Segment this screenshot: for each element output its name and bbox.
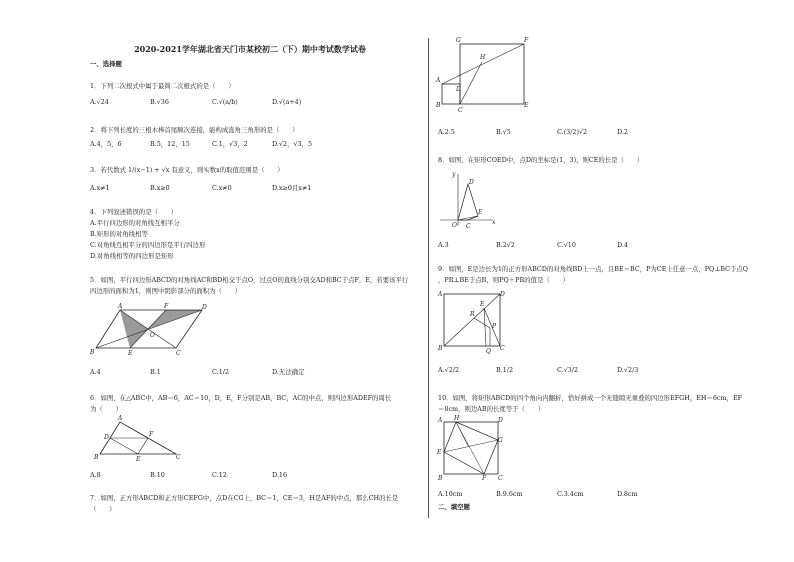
q5-figure-parallelogram: [90, 303, 212, 357]
q6-midpoint-lines: [110, 438, 148, 454]
q6-label-b: B: [94, 454, 99, 461]
q7-label-f: F: [524, 37, 529, 44]
q4-line-c: C.对角线互相平分的四边形是平行四边形: [90, 241, 206, 249]
q3-option-b: B.x≥0: [150, 184, 170, 192]
q7-option-c: C.(3/2)√2: [557, 128, 588, 136]
q5-label-o: O: [150, 332, 155, 339]
q5-label-d: D: [202, 304, 207, 311]
q7-label-a: A: [436, 77, 441, 84]
q6-label-a: A: [118, 415, 123, 422]
q5-option-a: A.4: [90, 368, 101, 376]
q8-label-y: y: [452, 171, 456, 178]
q10-fold-line-3: [456, 422, 468, 446]
q4-stem: 4．下列叙述错误的是（ ）: [90, 208, 178, 216]
q7-option-d: D.2: [617, 128, 628, 136]
q10-option-d: D.8cm: [617, 490, 638, 498]
q8-option-a: A.3: [438, 241, 449, 249]
q7-stem: 7．如图，正方形ABCD和正方形CEFG中，点D在CG上，BC＝1，CE＝3，H是AF的中点，那么CH的长是: [90, 494, 399, 502]
q2-option-c: C.1，√3，2: [212, 140, 248, 148]
q9-segment-ce: [484, 308, 486, 346]
q7-label-c: C: [458, 107, 463, 114]
q5-label-c: C: [176, 350, 181, 357]
page-title: 2020-2021学年湖北省天门市某校初二（下）期中考试数学试卷: [134, 44, 366, 54]
q10-label-h: H: [454, 415, 460, 422]
q9-label-p: P: [492, 323, 497, 330]
q10-label-g: G: [498, 437, 503, 444]
q8-label-x: x: [492, 219, 496, 226]
q8-option-b: B.2√2: [496, 241, 515, 249]
q10-label-d: D: [498, 417, 503, 424]
q7-option-b: B.√5: [496, 128, 511, 136]
q9-label-r: R: [470, 311, 475, 318]
q7-label-b: B: [436, 102, 441, 109]
q10-rectangle-abcd: [444, 422, 498, 474]
q9-option-b: B.1/2: [496, 366, 514, 374]
q8-segment-ce: [458, 216, 478, 220]
q9-option-a: A.√2/2: [438, 366, 460, 374]
q6-option-b: B.10: [150, 471, 165, 479]
q9-option-d: D.√2/3: [617, 366, 639, 374]
q2-option-d: D.√2，√3，5: [272, 140, 313, 148]
q8-rectangle-coed: [458, 184, 478, 220]
q10-label-b: B: [438, 475, 443, 482]
q10-quad-efgh: [444, 422, 498, 474]
section-heading-choice: 一、选择题: [90, 60, 122, 68]
q7-segment-ch: [460, 62, 482, 104]
q9-segment-pr: [474, 318, 490, 328]
q7-option-a: A.2.5: [438, 128, 455, 136]
q7-square-cefg: [460, 44, 524, 104]
q5-label-e: E: [128, 350, 133, 357]
q5-stem-cont: 四边形的面积为1，则图中阴影部分的面积为（ ）: [90, 287, 242, 295]
q9-label-d: D: [500, 291, 505, 298]
q7-label-e: E: [524, 102, 529, 109]
q5-stem: 5．如图，平行四边形ABCD的对角线AC和BD相交于点O，过点O的直线分别交AD和BC于点F，E，若要该平行: [90, 276, 409, 284]
q4-line-b: B.矩形的对角线相等: [90, 230, 148, 238]
q5-option-d: D.无法确定: [272, 368, 305, 376]
q6-option-d: D.16: [272, 471, 288, 479]
q6-stem-cont: 为（ ）: [90, 405, 122, 413]
q10-label-f: F: [482, 475, 487, 482]
q6-option-a: A.8: [90, 471, 101, 479]
q6-figure-triangle: [94, 415, 186, 463]
q10-figure-folded-rectangle: [437, 415, 504, 482]
q10-stem-cont: ＝8cm，则边AB的长度等于（ ）: [438, 405, 545, 413]
q8-option-d: D.4: [617, 241, 628, 249]
q5-diagonal-bd: [96, 310, 202, 348]
q1-option-a: A.√24: [90, 98, 109, 106]
q6-label-d: D: [104, 434, 109, 441]
q5-option-b: B.1: [150, 368, 161, 376]
q8-label-c: C: [466, 223, 471, 230]
q6-stem: 6．如图，在△ABC中，AB＝6，AC＝10，D，E，F分别是AB，BC，AC的中点，则四边形ADEF的周长: [90, 394, 392, 402]
q9-option-c: C.√3/2: [557, 366, 579, 374]
q6-label-f: F: [149, 431, 154, 438]
q10-option-c: C.3.4cm: [557, 490, 584, 498]
q9-stem: 9．如图，E是边长为1的正方形ABCD的对角线BD上一点，且BE＝BC，P为CE上任意一点，PQ⊥BC于点Q: [438, 265, 748, 273]
q6-label-c: C: [176, 454, 181, 461]
q7-label-h: H: [480, 54, 486, 61]
q2-option-a: A.4，5，6: [90, 140, 122, 148]
q1-option-d: D.√(a+4): [272, 98, 302, 106]
q4-line-a: A.平行四边形的对角线互相平分: [90, 219, 180, 227]
section-heading-fill: 二、填空题: [438, 503, 470, 511]
q9-label-b: B: [438, 345, 443, 352]
q9-label-c: C: [500, 345, 505, 352]
q8-label-d: D: [469, 179, 474, 186]
q9-label-q: Q: [486, 348, 491, 355]
q7-segment-af: [442, 44, 524, 84]
q10-label-a: A: [438, 417, 443, 424]
q5-label-a: A: [118, 303, 123, 310]
q3-stem: 3．若代数式 1/(x−1) + √x 有意义，则实数x的取值范围是（ ）: [90, 166, 284, 174]
q9-label-e: E: [480, 301, 485, 308]
q9-figure-square: [438, 290, 508, 355]
q8-label-o: O: [452, 222, 457, 229]
q5-option-c: C.1/2: [212, 368, 229, 376]
q5-shaded-region-left: [120, 310, 148, 348]
q6-label-e: E: [136, 456, 141, 463]
q9-diagonal-bd: [444, 294, 500, 346]
q8-option-c: C.√10: [557, 241, 576, 249]
q4-line-d: D.对角线相等的四边形是矩形: [90, 252, 174, 260]
q9-label-a: A: [438, 291, 443, 298]
q7-figure-squares: [436, 37, 538, 114]
q10-label-c: C: [498, 475, 503, 482]
q8-figure-rectangle-axes: [438, 172, 498, 232]
q10-stem: 10．如图，将矩形ABCD的四个角向内翻折，恰好拼成一个无缝隙无重叠的四边形EFGH，EH＝6cm，EF: [438, 394, 743, 402]
q8-label-e: E: [478, 209, 483, 216]
q1-option-b: B.√36: [150, 98, 169, 106]
q1-stem: 1．下列二次根式中属于最简二次根式的是（ ）: [90, 82, 235, 90]
q5-label-f: F: [164, 303, 169, 310]
q9-stem-cont: ，PR⊥BE于点R，则PQ＋PR的值是（ ）: [438, 276, 570, 284]
q10-option-a: A.10cm: [438, 490, 463, 498]
q2-stem: 2．将下列长度的三根木棒首尾顺次连接，能构成直角三角形的是（ ）: [90, 126, 299, 134]
q8-stem: 8．如图，在矩形COED中，点D的坐标是(1，3)，则CE的长是（ ）: [438, 156, 644, 164]
q7-stem-cont: （ ）: [90, 505, 116, 513]
q1-option-c: C.√(a/b): [212, 98, 238, 106]
q5-label-b: B: [90, 349, 95, 356]
q10-label-e: E: [437, 449, 442, 456]
q7-label-g: G: [456, 37, 461, 44]
q7-label-d: D: [456, 86, 461, 93]
q6-option-c: C.12: [212, 471, 227, 479]
q3-option-a: A.x≠1: [90, 184, 110, 192]
q3-option-c: C.x≠0: [212, 184, 232, 192]
q3-option-d: D.x≥0且x≠1: [272, 184, 312, 192]
q10-option-b: B.9.6cm: [496, 490, 523, 498]
column-divider: [428, 38, 429, 518]
q2-option-b: B.5，12，15: [150, 140, 190, 148]
